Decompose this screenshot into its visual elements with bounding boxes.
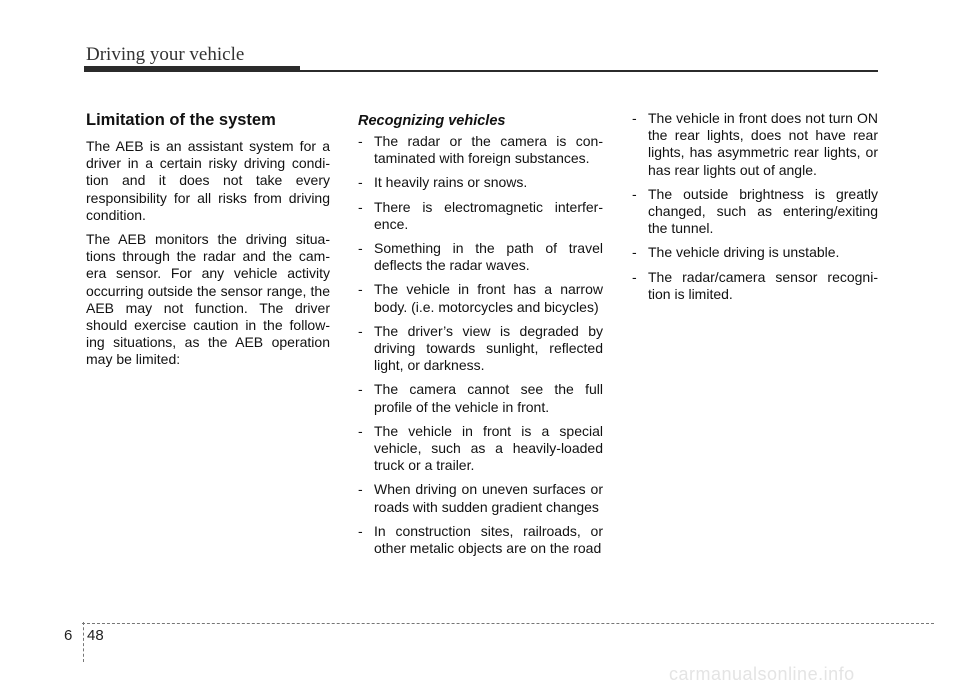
limitation-list — [358, 133, 603, 557]
list-item: - The vehicle in front has a narrow body. (i.e. motorcycles and bicycles) — [358, 281, 603, 315]
paragraph-monitoring: The AEB monitors the driving situa- tions through the radar and the cam- era sensor. For any vehicle activity occurring outside the sensor range, the AEB may not function. The driver should exercise caution in the follow- ing situations, as the AEB operation may be limited: — [86, 231, 330, 368]
list-item: - The vehicle in front is a special vehicle, such as a heavily-loaded truck or a trailer. — [358, 423, 603, 475]
limitation-list-continued — [632, 110, 878, 303]
page-number: 48 — [87, 627, 104, 644]
header-rule-thin — [300, 70, 878, 72]
list-item: - The outside brightness is greatly changed, such as entering/exiting the tunnel. — [632, 186, 878, 238]
list-item: - The vehicle driving is unstable. — [632, 244, 878, 261]
chapter-number: 6 — [64, 627, 73, 644]
list-item: - The driver’s view is degraded by driving towards sunlight, reflected light, or darkness. — [358, 323, 603, 375]
footer-rule — [82, 623, 934, 624]
list-item: - When driving on uneven surfaces or roads with sudden gradient changes — [358, 481, 603, 515]
column-continued-list — [632, 110, 878, 310]
column-limitation — [86, 112, 330, 376]
list-item: - The camera cannot see the full profile of the vehicle in front. — [358, 381, 603, 415]
list-item: - The radar/camera sensor recogni- tion is limited. — [632, 269, 878, 303]
header-rule-thick — [84, 66, 300, 72]
list-item: - Something in the path of travel deflects the radar waves. — [358, 240, 603, 274]
list-item: - In construction sites, railroads, or other metalic objects are on the road — [358, 523, 603, 557]
list-item: - It heavily rains or snows. — [358, 174, 603, 191]
paragraph-intro: The AEB is an assistant system for a driver in a certain risky driving condi- tion and it does not take every responsibility for all risks from driving condition. — [86, 138, 330, 223]
list-item: - The vehicle in front does not turn ON the rear lights, does not have rear lights, has asymmetric rear lights, or has rear lights out of angle. — [632, 110, 878, 179]
footer-divider — [83, 622, 84, 662]
watermark: carmanualsonline.info — [669, 664, 855, 684]
list-item: - There is electromagnetic interfer- ence. — [358, 199, 603, 233]
subheading-recognizing-vehicles: Recognizing vehicles — [358, 113, 506, 129]
heading-limitation: Limitation of the system — [86, 111, 276, 129]
list-item: - The radar or the camera is con- taminated with foreign substances. — [358, 133, 603, 167]
column-recognizing-vehicles — [358, 112, 603, 564]
section-title: Driving your vehicle — [86, 44, 245, 65]
